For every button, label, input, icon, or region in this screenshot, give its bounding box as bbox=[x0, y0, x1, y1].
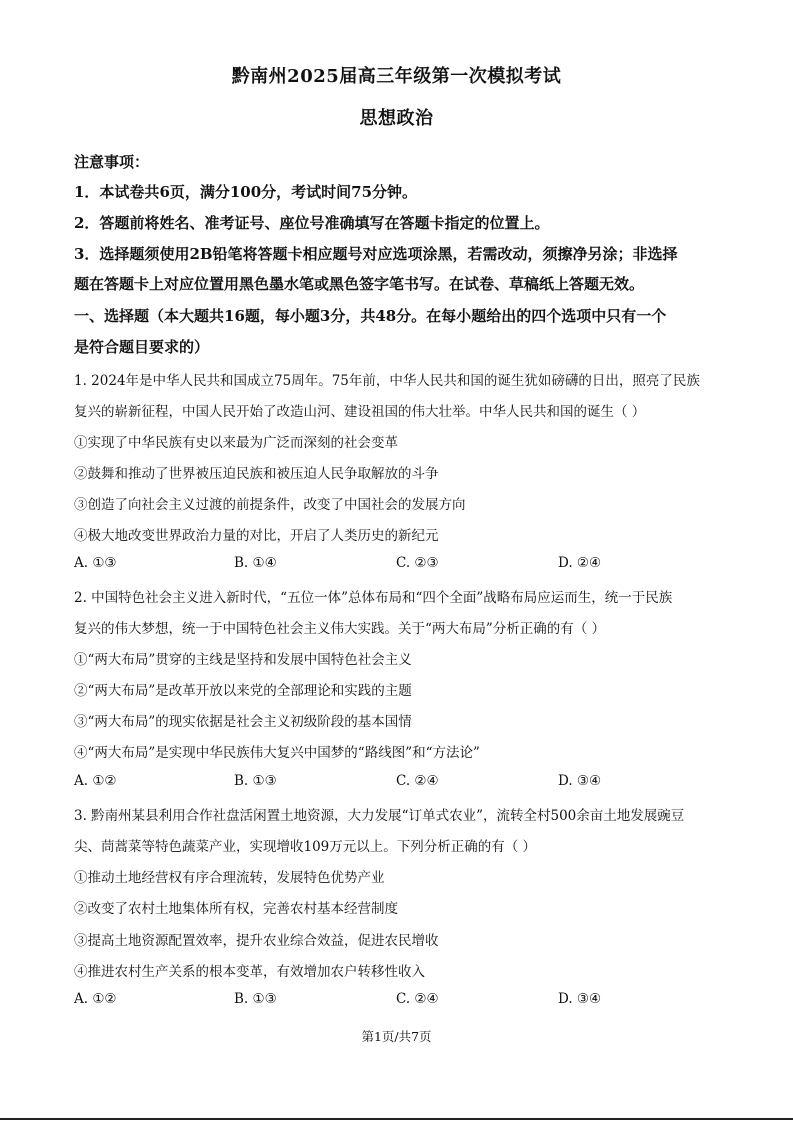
notice-item: 题在答题卡上对应位置用黑色墨水笔或黑色签字笔书写。在试卷、草稿纸上答题无效。 bbox=[74, 275, 645, 293]
question-2-statement: ①“两大布局”贯穿的主线是坚持和发展中国特色社会主义 bbox=[74, 652, 412, 668]
option-b: B. ①③ bbox=[234, 773, 277, 789]
subject-title: 思想政治 bbox=[359, 108, 434, 129]
section-heading: 一、选择题（本大题共16题，每小题3分，共48分。在每小题给出的四个选项中只有一个 bbox=[74, 307, 667, 325]
question-2-options bbox=[74, 773, 724, 793]
question-1-stem-cont: 复兴的崭新征程，中国人民开始了改造山河、建设祖国的伟大壮举。中华人民共和国的诞生（ ） bbox=[74, 404, 646, 420]
question-2-stem: 2. 中国特色社会主义进入新时代，“五位一体”总体布局和“四个全面”战略布局应运而生，统一于民族 bbox=[74, 590, 673, 606]
question-1-stem: 1. 2024年是中华人民共和国成立75周年。75年前，中华人民共和国的诞生犹如磅礴的日出，照亮了民族 bbox=[74, 373, 700, 389]
option-a: A. ①② bbox=[74, 991, 117, 1007]
option-b: B. ①④ bbox=[234, 555, 277, 571]
section-heading-cont: 是符合题目要求的） bbox=[74, 338, 210, 356]
question-2-statement: ④“两大布局”是实现中华民族伟大复兴中国梦的“路线图”和“方法论” bbox=[74, 745, 480, 761]
question-3-statement: ①推动土地经营权有序合理流转，发展特色优势产业 bbox=[74, 870, 385, 886]
question-1-options bbox=[74, 555, 724, 575]
question-3-statement: ②改变了农村土地集体所有权，完善农村基本经营制度 bbox=[74, 901, 398, 917]
notice-item: 3．选择题须使用2B铅笔将答题卡相应题号对应选项涂黑，若需改动，须擦净另涂；非选择 bbox=[74, 245, 678, 263]
notice-heading: 注意事项： bbox=[74, 153, 150, 171]
bottom-divider bbox=[0, 1118, 793, 1120]
option-a: A. ①② bbox=[74, 773, 117, 789]
question-1-statement: ①实现了中华民族有史以来最为广泛而深刻的社会变革 bbox=[74, 435, 398, 451]
option-d: D. ③④ bbox=[558, 991, 602, 1007]
option-d: D. ②④ bbox=[558, 555, 602, 571]
question-1-statement: ④极大地改变世界政治力量的对比，开启了人类历史的新纪元 bbox=[74, 528, 439, 544]
exam-title: 黔南州2025届高三年级第一次模拟考试 bbox=[231, 66, 562, 87]
question-3-statement: ④推进农村生产关系的根本变革，有效增加农户转移性收入 bbox=[74, 964, 425, 980]
notice-item: 2．答题前将姓名、准考证号、座位号准确填写在答题卡指定的位置上。 bbox=[74, 214, 550, 232]
option-c: C. ②③ bbox=[396, 555, 439, 571]
question-3-options bbox=[74, 991, 724, 1011]
question-2-statement: ②“两大布局”是改革开放以来党的全部理论和实践的主题 bbox=[74, 683, 412, 699]
question-3-statement: ③提高土地资源配置效率，提升农业综合效益，促进农民增收 bbox=[74, 933, 439, 949]
question-1-statement: ③创造了向社会主义过渡的前提条件，改变了中国社会的发展方向 bbox=[74, 497, 466, 513]
question-2-statement: ③“两大布局”的现实依据是社会主义初级阶段的基本国情 bbox=[74, 714, 412, 730]
question-3-stem: 3. 黔南州某县利用合作社盘活闲置土地资源，大力发展“订单式农业”，流转全村500余亩土地发展豌豆 bbox=[74, 808, 685, 824]
option-c: C. ②④ bbox=[396, 773, 439, 789]
question-3-stem-cont: 尖、茼蒿菜等特色蔬菜产业，实现增收109万元以上。下列分析正确的有（ ） bbox=[74, 839, 537, 855]
option-b: B. ①③ bbox=[234, 991, 277, 1007]
question-1-statement: ②鼓舞和推动了世界被压迫民族和被压迫人民争取解放的斗争 bbox=[74, 466, 439, 482]
option-c: C. ②④ bbox=[396, 991, 439, 1007]
option-a: A. ①③ bbox=[74, 555, 117, 571]
notice-item: 1．本试卷共6页，满分100分，考试时间75分钟。 bbox=[74, 183, 418, 201]
option-d: D. ③④ bbox=[558, 773, 602, 789]
question-2-stem-cont: 复兴的伟大梦想，统一于中国特色社会主义伟大实践。关于“两大布局”分析正确的有（ ） bbox=[74, 621, 606, 637]
page-number: 第1页/共7页 bbox=[361, 1029, 432, 1044]
